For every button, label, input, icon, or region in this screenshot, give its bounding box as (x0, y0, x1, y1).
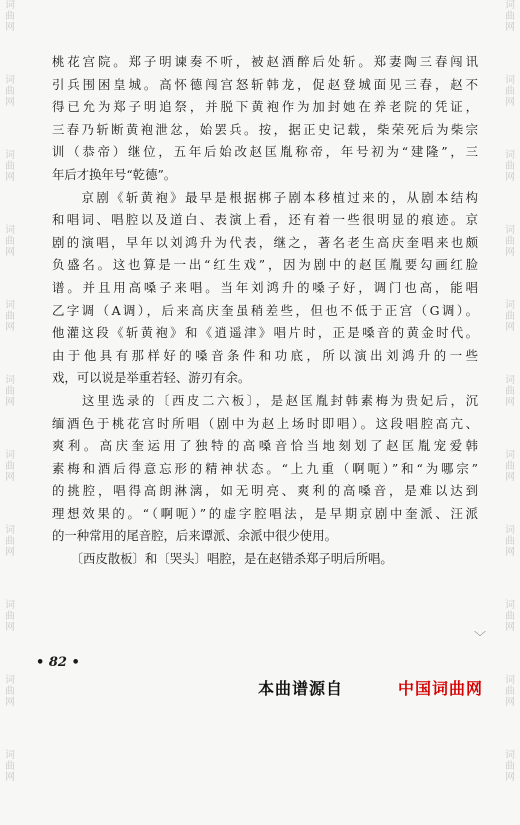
watermark-char: 网 (505, 322, 515, 333)
text-line: 桃花宫院。郑子明谏奏不听，被赵酒醉后处斩。郑妻陶三春闯讯 (52, 54, 478, 69)
watermark-char: 网 (5, 697, 15, 708)
watermark-unit (505, 75, 515, 108)
watermark-char: 网 (5, 172, 15, 183)
watermark-unit (505, 0, 515, 33)
watermark-char: 网 (5, 622, 15, 633)
watermark-unit (5, 225, 15, 258)
watermark-char: 曲 (5, 161, 15, 172)
watermark-char: 曲 (505, 161, 515, 172)
text-line: 乙字调（A调），后来高庆奎虽稍差些，但也不低于正宫（G调）。 (52, 302, 478, 318)
watermark-char: 曲 (5, 311, 15, 322)
watermark-char: 词 (505, 75, 515, 86)
watermark-unit (5, 525, 15, 558)
watermark-unit (505, 600, 515, 633)
watermark-char: 网 (5, 397, 15, 408)
text-line: 年后才换年号“乾德”。 (52, 166, 177, 182)
paragraph-1 (52, 51, 478, 187)
watermark-char: 网 (505, 772, 515, 783)
watermark-unit (505, 150, 515, 183)
book-page-text (52, 51, 478, 571)
watermark-char: 曲 (505, 461, 515, 472)
watermark-char: 词 (5, 150, 15, 161)
text-line: 缅酒色于桃花宫时所唱（剧中为赵上场时即唱）。这段唱腔高亢、 (52, 415, 478, 431)
watermark-column-left (2, 0, 18, 825)
watermark-char: 词 (5, 750, 15, 761)
watermark-unit (505, 750, 515, 783)
watermark-unit (5, 75, 15, 108)
watermark-char: 词 (505, 225, 515, 236)
text-line: 三春乃斩断黄袍泄忿，始罢兵。按，据正史记载，柴荣死后为柴宗 (52, 121, 478, 137)
watermark-char: 曲 (5, 686, 15, 697)
watermark-char: 曲 (505, 236, 515, 247)
watermark-char: 词 (505, 525, 515, 536)
watermark-char: 词 (5, 675, 15, 686)
watermark-unit (5, 675, 15, 708)
footer-source-label: 本曲谱源自 (258, 679, 344, 698)
watermark-unit (505, 675, 515, 708)
paragraph-2 (52, 187, 478, 390)
watermark-char: 词 (5, 600, 15, 611)
text-line: 和唱词、唱腔以及道白、表演上看，还有着一些很明显的痕迹。京 (52, 212, 478, 228)
watermark-char: 网 (505, 172, 515, 183)
text-line: 素梅和酒后得意忘形的精神状态。“上九重（啊呃）”和“为哪宗” (52, 460, 478, 476)
watermark-char: 词 (505, 0, 515, 11)
watermark-unit (5, 450, 15, 483)
watermark-char: 曲 (505, 536, 515, 547)
text-line: 戏，可以说是举重若轻、游刃有余。 (52, 370, 251, 386)
watermark-char: 曲 (505, 611, 515, 622)
watermark-char: 词 (505, 300, 515, 311)
footer-site-label: 中国词曲网 (398, 679, 484, 698)
watermark-column-right (502, 0, 518, 825)
watermark-char: 词 (505, 150, 515, 161)
watermark-char: 词 (5, 375, 15, 386)
watermark-char: 网 (505, 247, 515, 258)
watermark-unit (5, 300, 15, 333)
text-line: 谱。并且用高嗓子来唱。当年刘鸿升的嗓子好，调门也高，能唱 (52, 279, 478, 295)
watermark-char: 网 (5, 772, 15, 783)
watermark-unit (505, 450, 515, 483)
watermark-char: 网 (5, 472, 15, 483)
text-line: 的一种常用的尾音腔，后来谭派、余派中很少使用。 (52, 528, 337, 544)
watermark-char: 曲 (5, 536, 15, 547)
watermark-unit (5, 0, 15, 33)
watermark-char: 词 (505, 600, 515, 611)
watermark-unit (505, 375, 515, 408)
watermark-char: 网 (505, 397, 515, 408)
text-line: 〔西皮散板〕和〔哭头〕唱腔，是在赵错杀郑子明后所唱。 (52, 551, 393, 567)
watermark-char: 网 (505, 22, 515, 33)
page-number: • 82 • (36, 655, 80, 670)
watermark-char: 词 (5, 225, 15, 236)
text-line: 得已允为郑子明追祭，并脱下黄袍作为加封她在养老院的凭证， (52, 99, 478, 115)
text-line: 这里选录的〔西皮二六板〕，是赵匡胤封韩素梅为贵妃后，沉 (52, 392, 478, 408)
watermark-char: 曲 (5, 611, 15, 622)
watermark-char: 网 (505, 547, 515, 558)
watermark-char: 网 (505, 622, 515, 633)
paragraph-4 (52, 548, 478, 571)
watermark-char: 网 (505, 697, 515, 708)
watermark-char: 曲 (5, 11, 15, 22)
watermark-char: 词 (5, 300, 15, 311)
watermark-char: 曲 (505, 686, 515, 697)
watermark-unit (5, 375, 15, 408)
text-line: 由于他具有那样好的嗓音条件和功底，所以演出刘鸿升的一些 (52, 347, 478, 363)
watermark-char: 曲 (5, 761, 15, 772)
text-line: 京剧《斩黄袍》最早是根据梆子剧本移植过来的，从剧本结构 (52, 189, 478, 205)
watermark-unit (5, 600, 15, 633)
text-line: 剧的演唱，早年以刘鸿升为代表，继之，著名老生高庆奎唱来也颇 (52, 234, 478, 250)
watermark-char: 网 (5, 322, 15, 333)
watermark-char: 曲 (505, 311, 515, 322)
page-corner-mark: ﹀ (474, 630, 487, 644)
watermark-char: 词 (505, 450, 515, 461)
text-line: 的挑腔，唱得高朗淋漓，如无明亮、爽利的高嗓音，是难以达到 (52, 483, 478, 499)
paragraph-3 (52, 390, 478, 548)
watermark-char: 词 (5, 75, 15, 86)
text-line: 负盛名。这也算是一出“红生戏”，因为剧中的赵匡胤要勾画红脸 (52, 257, 478, 273)
watermark-char: 词 (5, 0, 15, 11)
watermark-unit (5, 750, 15, 783)
watermark-char: 曲 (505, 11, 515, 22)
watermark-char: 词 (505, 675, 515, 686)
watermark-unit (505, 300, 515, 333)
watermark-char: 网 (5, 97, 15, 108)
watermark-char: 网 (505, 472, 515, 483)
watermark-char: 词 (5, 525, 15, 536)
watermark-char: 网 (5, 22, 15, 33)
watermark-char: 曲 (5, 236, 15, 247)
text-line: 爽利。高庆奎运用了独特的高嗓音恰当地刻划了赵匡胤宠爱韩 (52, 438, 478, 454)
text-line: 理想效果的。“（啊呃）”的虚字腔唱法，是早期京剧中奎派、汪派 (52, 505, 478, 521)
watermark-char: 网 (5, 547, 15, 558)
watermark-char: 曲 (505, 761, 515, 772)
text-line: 他灌这段《斩黄袍》和《逍遥津》唱片时，正是嗓音的黄金时代。 (52, 325, 478, 341)
watermark-char: 网 (5, 247, 15, 258)
watermark-char: 曲 (505, 86, 515, 97)
watermark-unit (5, 150, 15, 183)
text-line: 引兵围困皇城。高怀德闯宫怒斩韩龙，促赵登城面见三春，赵不 (52, 76, 478, 92)
watermark-char: 曲 (5, 86, 15, 97)
watermark-char: 曲 (505, 386, 515, 397)
watermark-char: 词 (5, 450, 15, 461)
watermark-unit (505, 525, 515, 558)
watermark-char: 曲 (5, 386, 15, 397)
watermark-char: 词 (505, 375, 515, 386)
watermark-char: 词 (505, 750, 515, 761)
watermark-char: 曲 (5, 461, 15, 472)
text-line: 训（恭帝）继位，五年后始改赵匡胤称帝，年号初为“建隆”，三 (52, 144, 478, 160)
watermark-char: 网 (505, 97, 515, 108)
watermark-unit (505, 225, 515, 258)
